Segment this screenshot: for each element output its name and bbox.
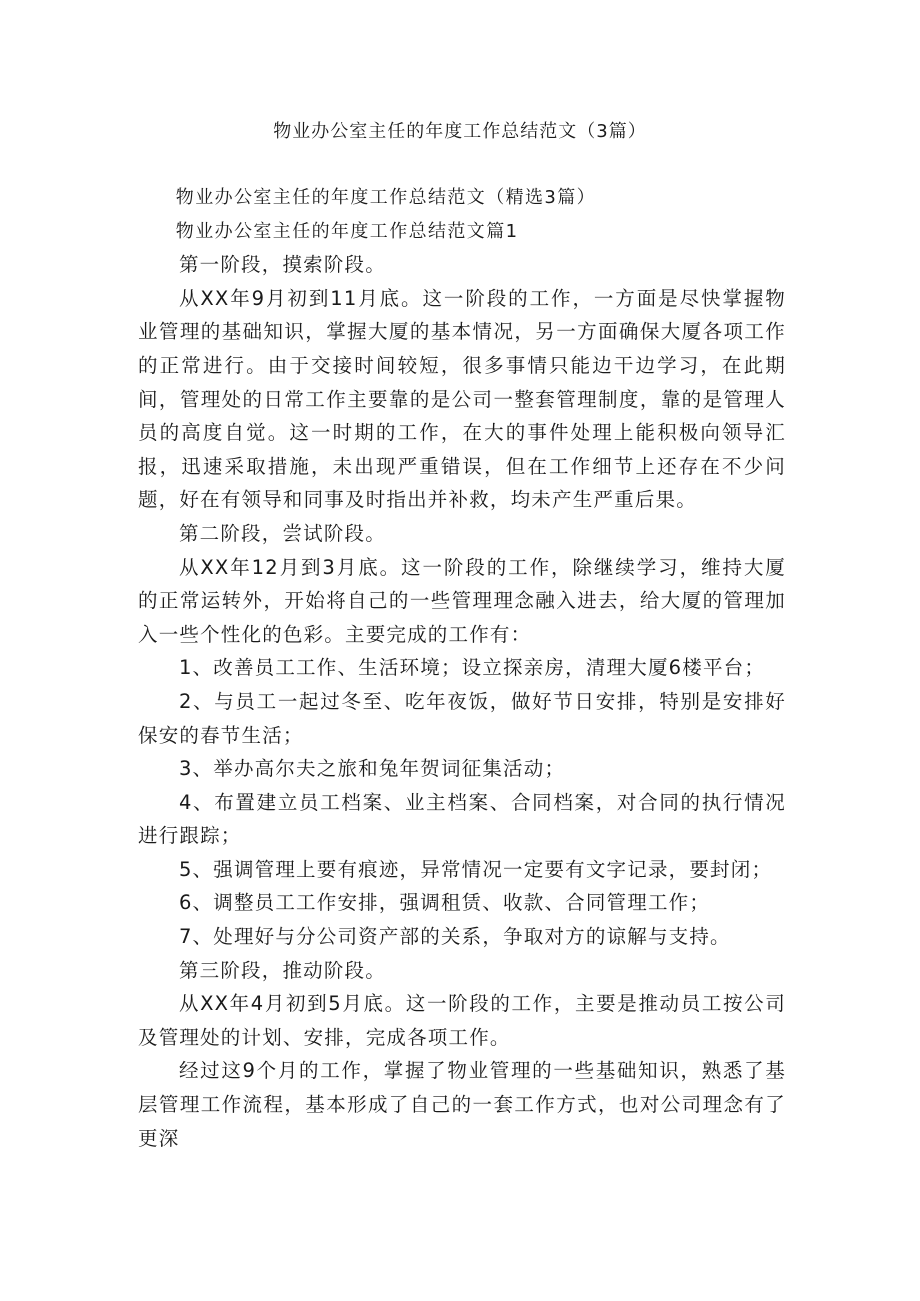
list-item-4: 4、布置建立员工档案、业主档案、合同档案，对合同的执行情况进行跟踪； (138, 790, 786, 848)
document-title: 物业办公室主任的年度工作总结范文（3篇） (273, 121, 647, 142)
paragraph-section-heading: 物业办公室主任的年度工作总结范文篇1 (175, 220, 519, 242)
list-item-3: 3、举办高尔夫之旅和兔年贺词征集活动； (178, 757, 566, 781)
list-item-5: 5、强调管理上要有痕迹，异常情况一定要有文字记录，要封闭； (178, 857, 773, 881)
paragraph-stage-3-body: 从XX年4月初到5月底。这一阶段的工作，主要是推动员工按公司及管理处的计划、安排，完成各项工作。 (138, 992, 786, 1049)
paragraph-stage-3-heading: 第三阶段，推动阶段。 (178, 958, 386, 982)
paragraph-stage-1-heading: 第一阶段，摸索阶段。 (178, 253, 386, 277)
list-item-1: 1、改善员工工作、生活环境；设立探亲房，清理大厦6楼平台； (178, 656, 766, 680)
paragraph-stage-2-heading: 第二阶段，尝试阶段。 (178, 521, 386, 545)
paragraph-subtitle: 物业办公室主任的年度工作总结范文（精选3篇） (175, 187, 597, 208)
paragraph-stage-2-body: 从XX年12月到3月底。这一阶段的工作，除继续学习，维持大厦的正常运转外，开始将自己的一些管理理念融入进去，给大厦的管理加入一些个性化的色彩。主要完成的工作有： (138, 555, 786, 646)
document-body (138, 181, 786, 1155)
paragraph-stage-1-body: 从XX年9月初到11月底。这一阶段的工作，一方面是尽快掌握物业管理的基础知识，掌握大厦的基本情况，另一方面确保大厦各项工作的正常进行。由于交接时间较短，很多事情只能边干边学习，在此期间，管理处的日常工作主要靠的是公司一整套管理制度，靠的是管理人员的高度自觉。这一时期的工作，在大的事件处理上能积极向领导汇报，迅速采取措施，未出现严重错误，但在工作细节上还存在不少问题，好在有领导和同事及时指出并补救，均未产生严重后果。 (138, 286, 786, 512)
paragraph-summary: 经过这9个月的工作，掌握了物业管理的一些基础知识，熟悉了基层管理工作流程，基本形成了自己的一套工作方式，也对公司理念有了更深 (138, 1059, 786, 1150)
list-item-7: 7、处理好与分公司资产部的关系，争取对方的谅解与支持。 (178, 925, 731, 949)
list-item-6: 6、调整员工工作安排，强调租赁、收款、合同管理工作； (178, 891, 711, 915)
list-item-2: 2、与员工一起过冬至、吃年夜饭，做好节日安排，特别是安排好保安的春节生活； (138, 689, 786, 747)
